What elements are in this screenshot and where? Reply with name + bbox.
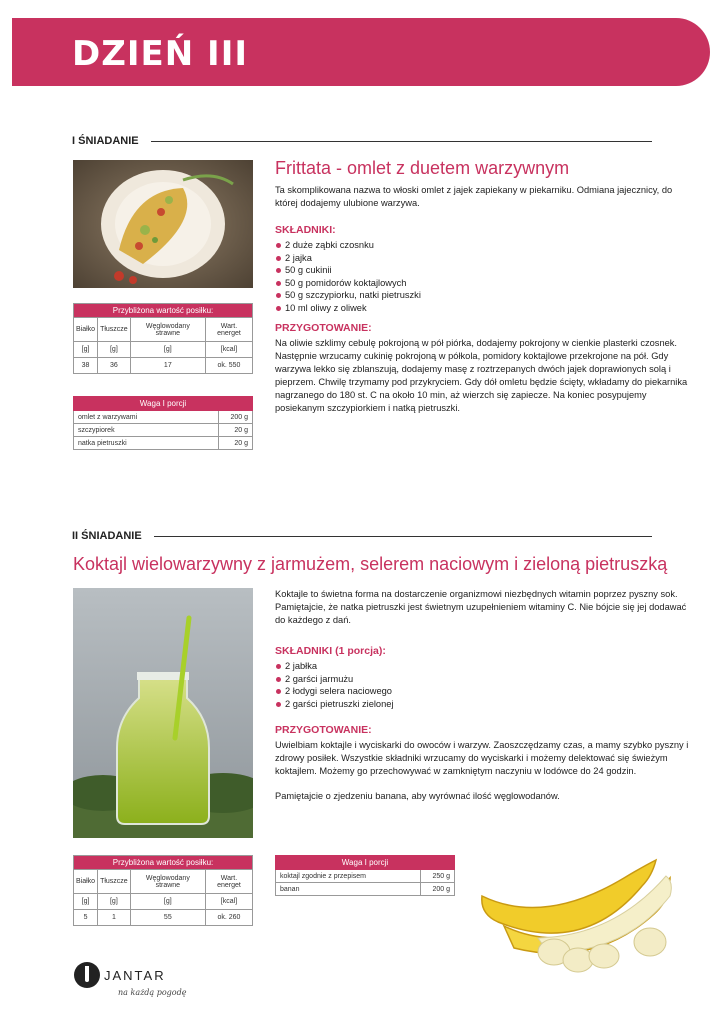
- table-cell: 36: [98, 358, 131, 374]
- table-cell: [kcal]: [205, 342, 252, 358]
- day-banner: [12, 18, 710, 86]
- list-item: 2 duże ząbki czosnku: [275, 239, 695, 252]
- recipe-intro: Ta skomplikowana nazwa to włoski omlet z jajek zapiekany w piekarniku. Odmiana jajecznicy, do której dodajemy ulubione warzywa.: [275, 185, 673, 208]
- list-item: 50 g szczypiorku, natki pietruszki: [275, 289, 695, 302]
- brand-name: JANTAR: [104, 967, 166, 983]
- table-cell: omlet z warzywami: [74, 411, 219, 424]
- ingredients-list: [275, 239, 695, 314]
- nutrition-table: [73, 855, 253, 926]
- table-row: [74, 424, 253, 437]
- preparation-heading: PRZYGOTOWANIE:: [275, 322, 372, 334]
- table-cell: [g]: [130, 342, 205, 358]
- list-item: 50 g pomidorów koktajlowych: [275, 277, 695, 290]
- table-row: [276, 883, 455, 896]
- list-item: 2 jajka: [275, 252, 695, 265]
- table-cell: 17: [130, 358, 205, 374]
- ingredients-heading: SKŁADNIKI:: [275, 224, 336, 236]
- table-cell: [g]: [98, 342, 131, 358]
- table-row: [276, 870, 455, 883]
- brand-tagline: na każdą pogodę: [118, 988, 187, 997]
- brand-logo: [74, 962, 187, 997]
- table-cell: banan: [276, 883, 421, 896]
- recipe-body-meal1: [275, 184, 695, 415]
- banana-image: [474, 856, 706, 976]
- nutrition-header: Przybliżona wartość posiłku:: [74, 304, 253, 318]
- recipe-intro: Koktajle to świetna forma na dostarczenie organizmowi niezbędnych witamin poprzez pyszny sok. Pamiętajcie, że natka pietruszki jest świetnym uzupełnieniem witaminy C. Nie bójcie się jej dodawać do każdego z dań.: [275, 589, 687, 625]
- table-cell: Tłuszcze: [98, 318, 131, 342]
- smoothie-photo: [73, 588, 253, 838]
- table-cell: 55: [130, 910, 205, 926]
- list-item: 2 garści pietruszki zielonej: [275, 698, 695, 711]
- table-cell: 1: [98, 910, 131, 926]
- section-rule: [151, 141, 652, 142]
- recipe-title: Koktajl wielowarzywny z jarmużem, selerem naciowym i zieloną pietruszką: [73, 554, 668, 574]
- list-item: 10 ml oliwy z oliwek: [275, 302, 695, 315]
- table-cell: [g]: [98, 894, 131, 910]
- table-row: [74, 437, 253, 450]
- table-cell: [g]: [74, 342, 98, 358]
- table-cell: 200 g: [219, 411, 253, 424]
- table-cell: 200 g: [421, 883, 455, 896]
- list-item: 2 łodygi selera naciowego: [275, 685, 695, 698]
- ingredients-list: [275, 660, 695, 710]
- table-cell: [g]: [130, 894, 205, 910]
- table-cell: ok. 260: [205, 910, 252, 926]
- recipe-note: Pamiętajcie o zjedzeniu banana, aby wyrównać ilość węglowodanów.: [275, 791, 560, 801]
- section-title: I ŚNIADANIE: [72, 135, 139, 147]
- nutrition-header: Przybliżona wartość posiłku:: [74, 856, 253, 870]
- logo-mark-icon: [74, 962, 100, 988]
- table-cell: 250 g: [421, 870, 455, 883]
- section-header-meal2: [72, 530, 652, 542]
- table-cell: Węglowodany strawne: [130, 870, 205, 894]
- nutrition-table: [73, 303, 253, 374]
- table-cell: [g]: [74, 894, 98, 910]
- table-row: [74, 411, 253, 424]
- table-cell: szczypiorek: [74, 424, 219, 437]
- section-rule: [154, 536, 652, 537]
- table-cell: [kcal]: [205, 894, 252, 910]
- table-cell: Białko: [74, 318, 98, 342]
- list-item: 50 g cukinii: [275, 264, 695, 277]
- portion-weight-table: [275, 855, 455, 896]
- table-cell: 5: [74, 910, 98, 926]
- section-header-meal1: [72, 135, 652, 147]
- table-cell: Wart. energet: [205, 870, 252, 894]
- table-cell: Węglowodany strawne: [130, 318, 205, 342]
- table-cell: 38: [74, 358, 98, 374]
- table-cell: ok. 550: [205, 358, 252, 374]
- table-cell: Białko: [74, 870, 98, 894]
- table-cell: koktajl zgodnie z przepisem: [276, 870, 421, 883]
- table-cell: 20 g: [219, 437, 253, 450]
- preparation-heading: PRZYGOTOWANIE:: [275, 724, 372, 736]
- portion-weight-table: [73, 396, 253, 450]
- preparation-text: Na oliwie szklimy cebulę pokrojoną w pół piórka, dodajemy pokrojony w cienkie plasterki czosnek. Następnie wrzucamy cukinię pokrojoną w półkola, pomidory koktajlowe przekrojone na pół. Gdy warzywa lekko się zblanszują, dodajemy masę z roztrzepanych dwóch jajek doprawionych solą i pieprzem. Chwilę trzymamy pod przykryciem. Gdy dół omletu będzie ścięty, wkładamy do piekarnika nagrzanego do 180 st. C na około 10 min, aż wierzch się zapiecze. Na koniec posypujemy posiekanym szczypiorkiem i natką pietruszki.: [275, 338, 688, 413]
- frittata-photo: [73, 160, 253, 288]
- recipe-body-meal2: [275, 588, 695, 803]
- table-cell: Wart. energet: [205, 318, 252, 342]
- preparation-text: Uwielbiam koktajle i wyciskarki do owoców i warzyw. Zaoszczędzamy czas, a mamy szybko pyszny i zdrowy posiłek. Wszystkie składniki wrzucamy do wyciskarki i możemy delektować się świeżym koktajlem. Możemy go przechowywać w zamkniętym naczyniu w lodówce do 24 godzin.: [275, 740, 689, 776]
- table-cell: 20 g: [219, 424, 253, 437]
- list-item: 2 jabłka: [275, 660, 695, 673]
- weight-header: Waga I porcji: [74, 397, 253, 411]
- table-cell: Tłuszcze: [98, 870, 131, 894]
- weight-header: Waga I porcji: [276, 856, 455, 870]
- section-title: II ŚNIADANIE: [72, 530, 142, 542]
- page-title: DZIEŃ III: [72, 34, 248, 74]
- ingredients-heading: SKŁADNIKI (1 porcja):: [275, 645, 386, 657]
- list-item: 2 garści jarmużu: [275, 673, 695, 686]
- table-cell: natka pietruszki: [74, 437, 219, 450]
- recipe-title: Frittata - omlet z duetem warzywnym: [275, 158, 570, 178]
